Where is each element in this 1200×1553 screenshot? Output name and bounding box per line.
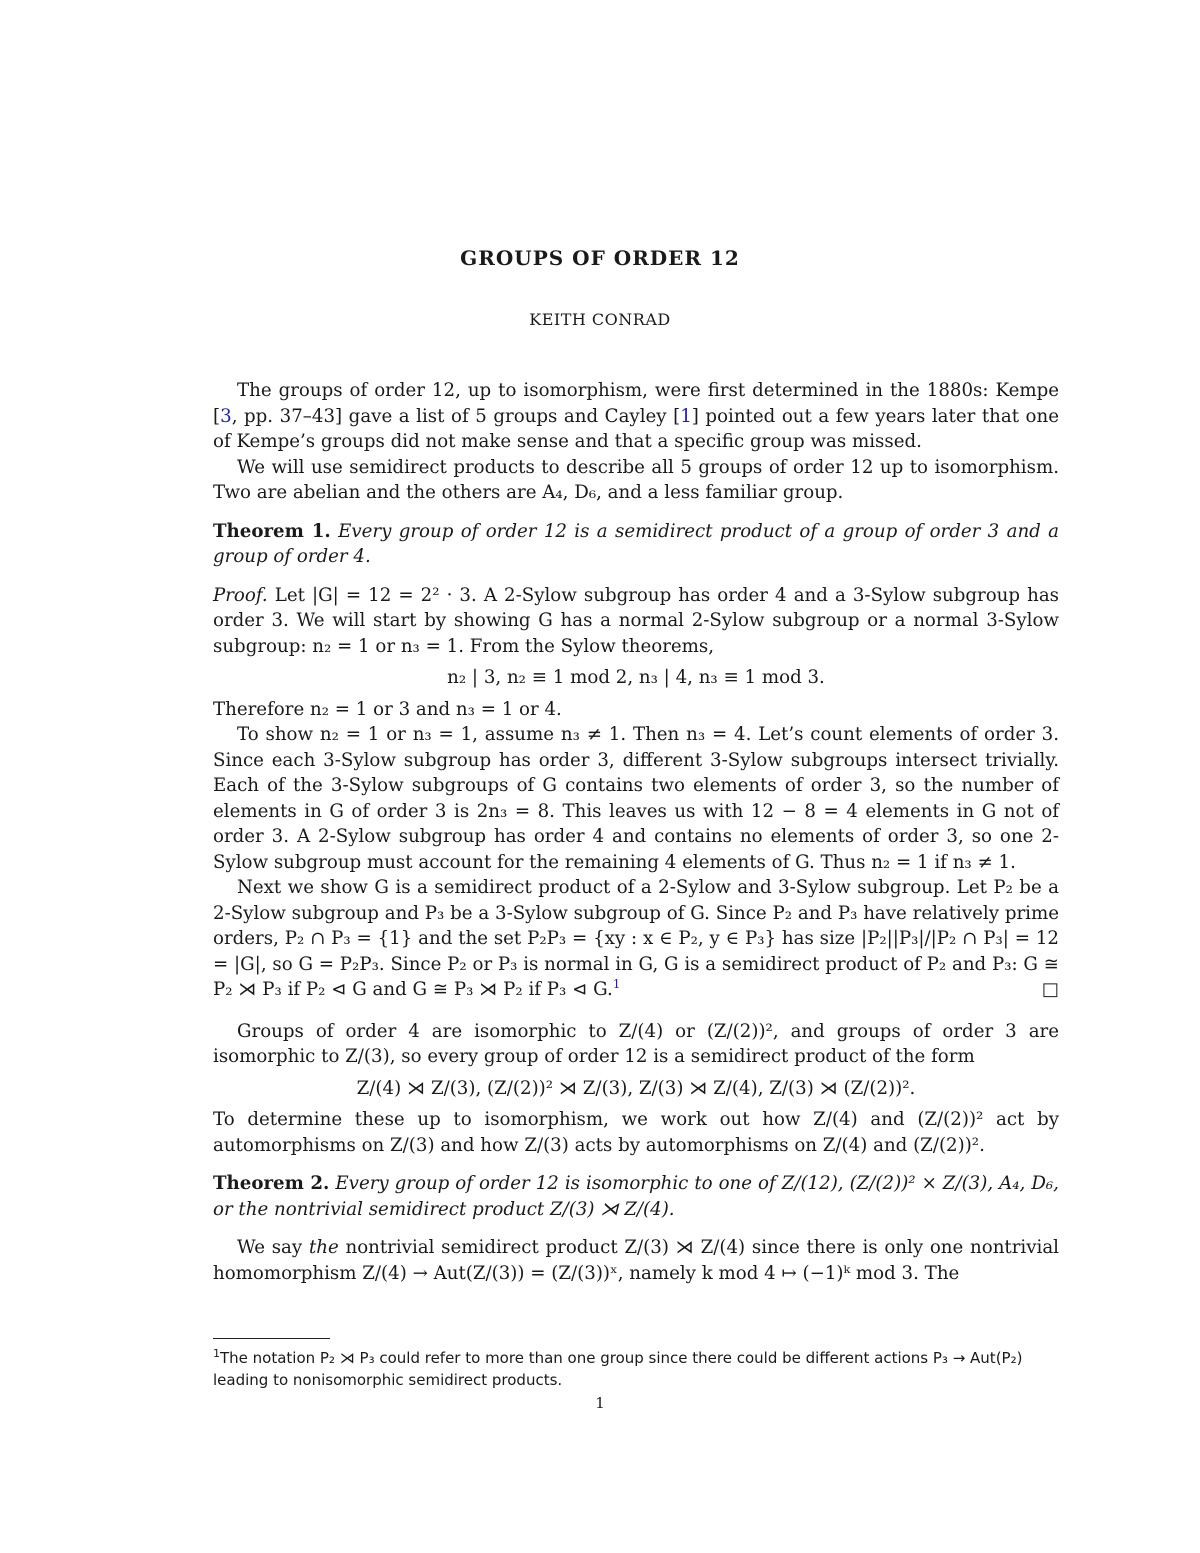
citation-link-3[interactable]: 3: [220, 405, 232, 427]
theorem-1-label: Theorem 1.: [213, 520, 331, 542]
theorem-1-statement: Every group of order 12 is a semidirect product of a group of order 3 and a group of order 4.: [213, 520, 1059, 567]
semidirect-forms-display: Z/(4) ⋊ Z/(3), (Z/(2))² ⋊ Z/(3), Z/(3) ⋊ Z/(4), Z/(3) ⋊ (Z/(2))².: [356, 1077, 916, 1099]
footnote-mark: 1: [213, 1347, 220, 1360]
theorem-2-statement: Every group of order 12 is isomorphic to one of Z/(12), (Z/(2))² × Z/(3), A₄, D₆, or the nontrivial semidirect product Z/(3) ⋊ Z/(4).: [213, 1173, 1059, 1220]
proof-paragraph-1: Proof. Let |G| = 12 = 2² · 3. A 2-Sylow subgroup has order 4 and a 3-Sylow subgroup has order 3. We will start by showing G has a normal 2-Sylow subgroup or a normal 3-Sylow subgroup: n₂ = 1 or n₃ = 1. From the Sylow theorems,: [213, 584, 1059, 657]
proof-label: Proof.: [213, 584, 268, 606]
page-number: 1: [595, 1394, 605, 1412]
intro-paragraph-2: We will use semidirect products to describe all 5 groups of order 12 up to isomorphism. Two are abelian and the others are A₄, D₆, and a less familiar group.: [213, 456, 1059, 503]
sylow-conditions-display: n₂ | 3, n₂ ≡ 1 mod 2, n₃ | 4, n₃ ≡ 1 mod 3.: [447, 667, 825, 688]
proof-paragraph-2: Therefore n₂ = 1 or 3 and n₃ = 1 or 4.: [213, 698, 562, 720]
footnote-link-1[interactable]: 1: [612, 976, 621, 991]
proof-paragraph-3: To show n₂ = 1 or n₃ = 1, assume n₃ ≠ 1. Then n₃ = 4. Let’s count elements of order 3. Since each 3-Sylow subgroup has order 3, different 3-Sylow subgroups intersect trivially. Each of the 3-Sylow subgroups of G contains two elements of order 3, so the number of elements in G of order 3 is 2n₃ = 8. This leaves us with 12 − 8 = 4 elements in G not of order 3. A 2-Sylow subgroup has order 4 and contains no elements of order 3, so one 2-Sylow subgroup must account for the remaining 4 elements of G. Thus n₂ = 1 if n₃ ≠ 1.: [213, 724, 1059, 873]
closing-paragraph: We say the nontrivial semidirect product Z/(3) ⋊ Z/(4) since there is only one nontrivial homomorphism Z/(4) → Aut(Z/(3)) = (Z/(3))ˣ, namely k mod 4 ↦ (−1)ᵏ mod 3. The: [213, 1237, 1059, 1284]
citation-link-1[interactable]: 1: [680, 405, 692, 427]
footnote-rule: [213, 1338, 330, 1339]
footnote-1: [213, 1347, 1059, 1391]
proof-paragraph-4: Next we show G is a semidirect product of a 2-Sylow and 3-Sylow subgroup. Let P₂ be a 2-Sylow subgroup and P₃ be a 3-Sylow subgroup of G. Since P₂ and P₃ have relatively prime orders, P₂ ∩ P₃ = {1} and the set P₂P₃ = {xy : x ∈ P₂, y ∈ P₃} has size |P₂||P₃|/|P₂ ∩ P₃| = 12 = |G|, so G = P₂P₃. Since P₂ or P₃ is normal in G, G is a semidirect product of P₂ and P₃: G ≅ P₂ ⋊ P₃ if P₂ ⊲ G and G ≅ P₃ ⋊ P₂ if P₃ ⊲ G.$^1$ □: [213, 875, 1059, 1003]
intro-paragraph-1: The groups of order 12, up to isomorphism, were first determined in the 1880s: Kempe [3, pp. 37–43] gave a list of 5 groups and Cayley [1] pointed out a few years later that one of Kempe’s groups did not make sense and that a specific group was missed.: [213, 380, 1059, 452]
section2-paragraph-2: To determine these up to isomorphism, we work out how Z/(4) and (Z/(2))² act by automorphisms on Z/(3) and how Z/(3) acts by automorphisms on Z/(4) and (Z/(2))².: [213, 1109, 1059, 1156]
footnote-text: The notation P₂ ⋊ P₃ could refer to more than one group since there could be different actions P₃ → Aut(P₂) leading to nonisomorphic semidirect products.: [213, 1349, 1023, 1389]
theorem-2-label: Theorem 2.: [213, 1173, 330, 1194]
theorem-1: [213, 519, 1059, 570]
page-title: GROUPS OF ORDER 12: [460, 246, 740, 270]
section2-paragraph-1: Groups of order 4 are isomorphic to Z/(4) or (Z/(2))², and groups of order 3 are isomorphic to Z/(3), so every group of order 12 is a semidirect product of the form: [213, 1020, 1059, 1067]
qed-symbol: □: [1041, 979, 1059, 1000]
author-name: KEITH CONRAD: [529, 310, 671, 329]
body-text: [213, 378, 1059, 1286]
theorem-2: [213, 1171, 1059, 1222]
